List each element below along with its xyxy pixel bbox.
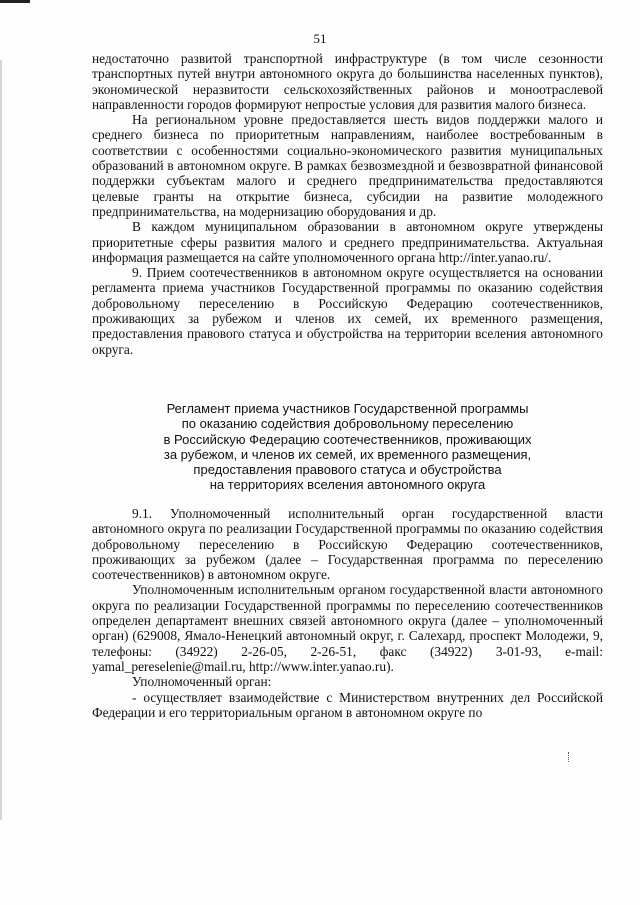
scan-artifact-corner bbox=[0, 0, 30, 3]
paragraph-item-9-1: 9.1. Уполномоченный исполнительный орган государственной власти автономного округа по реализации Государственной программы по оказанию содействия добровольному переселению в Российскую Федерацию соотечественников, проживающих за рубежом (далее – Государственная программа по переселению соотечественников) в автономном округе. bbox=[92, 506, 603, 583]
paragraph-interaction-mvd: - осуществляет взаимодействие с Министерством внутренних дел Российской Федерации и его территориальным органом в автономном округе по bbox=[92, 689, 603, 720]
regulation-title-line: по оказанию содействия добровольному переселению bbox=[181, 416, 514, 432]
regulation-title-line: на территориях вселения автономного округа bbox=[209, 477, 486, 493]
paragraph-authorized-body-heading: Уполномоченный орган: bbox=[132, 674, 272, 690]
paragraph-item-9: 9. Прием соотечественников в автономном округе осуществляется на основании регламента приема участников Государственной программы по оказанию содействия добровольному переселению в Российскую Федерацию соотечественников, проживающих за рубежом и членов их семей, их временного размещения, предоставления правового статуса и обустройства на территории вселения автономного округа. bbox=[92, 265, 603, 357]
regulation-title bbox=[92, 401, 603, 493]
paragraph-authorized-body: Уполномоченным исполнительным органом государственной власти автономного округа по реализации Государственной программы по переселению соотечественников определен департамент внешних связей автономного округа (далее – уполномоченный орган) (629008, Ямало-Ненецкий автономный округ, г. Салехард, проспект Молодежи, 9, телефоны: (34922) 2-26-05, 2-26-51, факс (34922) 3-01-93, e-mail: yamal_pereselenie@mail.ru, http://www.inter.yanao.ru). bbox=[92, 582, 603, 674]
paragraph-regional-support: На региональном уровне предоставляется шесть видов поддержки малого и среднего бизнеса по приоритетным направлениям, наиболее востребованным в соответствии с особенностями социально-экономического развития муниципальных образований в автономном округе. В рамках безвозмездной и безвозвратной финансовой поддержки субъектам малого и среднего предпринимательства предоставляются целевые гранты на открытие бизнеса, субсидии на развитие молодежного предпринимательства, на модернизацию оборудования и др. bbox=[92, 112, 603, 219]
body-text-section-a bbox=[92, 51, 603, 357]
page-number: 51 bbox=[313, 31, 327, 46]
regulation-title-line: за рубежом, и членов их семей, их временного размещения, bbox=[163, 446, 532, 462]
body-text-section-b bbox=[92, 506, 603, 720]
regulation-title-line: предоставления правового статуса и обустройства bbox=[193, 462, 502, 478]
paragraph-municipal-priorities: В каждом муниципальном образовании в автономном округе утверждены приоритетные сферы развития малого и среднего предпринимательства. Актуальная информация размещается на сайте уполномоченного органа http://inter.yanao.ru/. bbox=[92, 219, 603, 265]
regulation-title-line: Регламент приема участников Государственной программы bbox=[166, 401, 529, 416]
paragraph-continuation: недостаточно развитой транспортной инфраструктуре (в том числе сезонности транспортных путей внутри автономного округа до большинства населенных пунктов), экономической неразвитости сельскохозяйственных районов и моноотраслевой направленности городов формируют непростые условия для развития малого бизнеса. bbox=[92, 51, 603, 112]
scan-artifact-mark bbox=[568, 752, 571, 762]
regulation-title-line: в Российскую Федерацию соотечественников, проживающих bbox=[163, 431, 532, 447]
scan-artifact-edge bbox=[0, 60, 2, 820]
